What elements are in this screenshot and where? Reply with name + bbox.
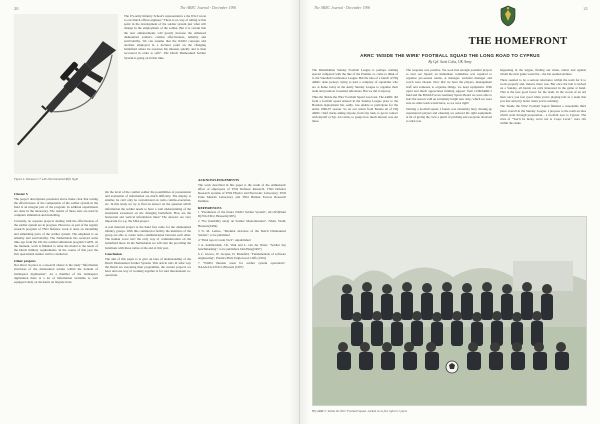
- reference-list: [198, 210, 286, 269]
- column-2: [105, 190, 191, 279]
- team-photo-image: [313, 217, 587, 406]
- paragraph: The 'Inside the Wire' Football Squad finished a reasonable third place overall in the Sunday League. I propose to the team an idea which went through preparation... a football tour to Cyprus. The cries of "You'll be lucky, we're not at Crops Level," were rife within the ranks.: [500, 104, 586, 126]
- section-heading: Conclusion: [105, 251, 122, 256]
- paragraph: The aim of this paper is to give an idea of understanding of the Dutch Dismounted Soldier System. This article tells in what way the Dutch are executing their programme, the current projects we have and one way of working together is for said international co-operation.: [105, 256, 191, 278]
- article-subtitle: ARRC 'INSIDE THE WIRE' FOOTBALL SQUAD THE LONG ROAD TO CYPRUS: [360, 53, 540, 58]
- section-heading: Other projects: [14, 258, 36, 263]
- running-head: The ARRC Journal - December 1996: [180, 6, 237, 10]
- paragraph: The Rheindahlen Sunday Football League is perhaps nothing special compared with the like of the Premier or, come to think of it, the Vauxhall Conference League. But the idea of a bunch of HQ ARRC desk jockeys trying to lead a company of squaddies who are at home today in the Army Sunday League to organise their team and promote it seemed ridiculous. But we did it anyway.: [312, 68, 398, 93]
- paragraph: On the level of the combat soldier the possibilities of presentation and evaluation of information are much difficulty. The display is smaller, he can't only be concentrated on radio comms-execution, etc. In this study we try to find an answer on the question which information the soldier needs to have a well understanding of the situational awareness on the changing battlefield. How are the horizontal and vertical information lines? The answers are very important for e.g. the SDA project.: [105, 190, 191, 224]
- reference-item: 3 N. M. Lemos, "Modular structure of the Dutch Dismounted Soldier", to be published: [198, 228, 286, 237]
- photo-caption: HQ ARRC's 'Inside the Wire' Football Squad—kicked on to fact right to Cyprus: [312, 409, 408, 413]
- column-1: [14, 190, 98, 286]
- section-heading: Cluster 5: [14, 192, 28, 196]
- running-head: The ARRC Journal - December 1996: [314, 6, 371, 10]
- right-page: [300, 0, 600, 424]
- paragraph: Not direct in place is a research cluster is the study "Information structures of the dismounted soldier within the domain of battlespace digitisation". As a member of the battlespace digitisation there is a lot of information available to well equipped study on decisions on brigade level.: [14, 263, 98, 284]
- column-upper-text: [124, 14, 206, 61]
- paragraph: The work described in this paper is the result of the enthusiastic effort of employees of TNO Defence Research, TNO Defence Research systems of TNO Physics and Electronic Laboratory, TNO Prins Maurits Laboratory and TNO Human Factors Research Institute.: [198, 182, 286, 204]
- rifle-icon: [14, 14, 118, 174]
- paragraph: The project descriptions presented above make clear that testing the effectiveness of the components of the soldier system in the field is an integral part of the program. In addition experiments are done in the laboratory. The results of these tests are used in computer simulation and modelling.: [14, 196, 98, 218]
- figure-caption: Figure 4. Diemaco C7 with Discriminated Rifle Sight: [14, 177, 79, 181]
- paragraph: Currently, no separate projects dealing with the effectiveness of the soldier system are in progress. However, as part of the regular research program of TNO Defence work is done on modelling and simulating parts of the soldier system. The emphasis is on lethality and survivability. The Netherlands has received some time ago from the UK the combat simulation program CAEN. At the moment, work is finished to tailor the model to the needs of the Dutch military requirements. In the course of this year the first operational studies will be conducted.: [14, 219, 98, 257]
- page-number: 20: [14, 6, 19, 11]
- reference-item: 7 "NATO mission areas for soldier system operations", NAAG/LG3/WG3, Brussels (1997): [198, 260, 286, 269]
- section-heading: ACKNOWLEDGEMENTS: [198, 178, 240, 182]
- reference-item: 2 "Pre feasibility study on Soldier Modernisation", NIAG SG49, Brussels(1994): [198, 219, 286, 228]
- reference-item: 5 A. Kohlberdam, J.K. Vink and L. van der Water, "Soldier day benchmarking", to be published. Den Haag(1997): [198, 242, 286, 251]
- paragraph: happening in the league, finding out when, where and against whom the next game would be... the list seemed endless.: [500, 68, 586, 77]
- column-2: [406, 68, 492, 125]
- column-3: [198, 176, 286, 270]
- column-1: [312, 68, 398, 125]
- section-heading: REFERENCES: [198, 205, 222, 210]
- paragraph: Thus the 'Inside the Wire' Football Squad was born. The ARRC did form a football squad entered in the Sunday League prior to the Bosnian deployment but, sadly, was unable to participate for the entire 1996-97 season. So on our return from Bosnia all of HQ ARRC chief clerks asking anyone, from any rank, to get in contact with myself or Sgt. Al Cairns, to gauge how much interest was out there.: [312, 94, 398, 124]
- paragraph: A real material project is the hand free radio for the dismounted infantry groups. With this commercial facility the members of the group are able to create radio communication between each other. The human voice isn't the only way of communication on the battlefield more. In the Netherlands we will start the providing the battalions with these radios at the end of this year.: [105, 224, 191, 250]
- reference-item: 4 "Final report Count TA 9", unpublished: [198, 237, 251, 242]
- rifle-figure: [14, 14, 118, 174]
- paragraph: There seemed to be a serious reluctance within the team for it to work properly and, indeed, there was. But once the ball is kicked on a Sunday, all hassle are only interested in the game at hand. That is the best good factor for the team. In the words of an old man 'once you feel good when you're playing ball as a team that you feel and play better when you're winning'.: [500, 77, 586, 103]
- page-number: 21: [583, 6, 588, 11]
- paragraph: The US-army Infantry School's representative a the WG3 wrote to our Dutch officer-engineer "There is no way of telling at this point in the development of the soldier system just what will change in the employment of the soldier. But it is certain that the new enhancements will greatly increase the enhanced dismounted soldier's combat effectiveness, lethality and survivability. We can assume that the NATO concepts and doctrine employed in a decisive point on the changing battlefield where he executes his mission quickly and is then recovered in order to refit". The Dutch Dismounted Soldier System is going on in that time.: [124, 14, 206, 60]
- paragraph: The response was positive. We soon had enough potential players to start our Squad; an immediate committee was required to organise pre-season tennis. A manager, assistant manager and coach were chosen. Now that we have the players, management staff and someone to organise things, we need equipment. With rapid and much appreciated funding support from COMARRC's fund and the British Forces Germany Sports Board we were able to start the season with an extremely bright new strip, which we were sure no other team would have, so we were right!: [406, 68, 492, 106]
- reference-item: 6 C. Glesco, W. Jacquet, D. Mansfeld, "Fundamentals of software engineering", Prentice Hall, Englewood Cliffs (1991): [198, 251, 286, 260]
- team-photo: [312, 216, 587, 406]
- column-3: [500, 68, 586, 127]
- reference-item: 1 "Parameters of the future NATO Soldier System", AC/225(Panel II)/WG3/D/2, Brussels(1995): [198, 210, 286, 219]
- crest-icon: [500, 5, 516, 27]
- byline: By Cpl. Scott Colss, UK Army: [428, 60, 472, 64]
- paragraph: Starting a football squad, I found, was extremely busy chasing up experienced players and ensuring we ordered the right equipment. A bit of giving the crew a pinch of pitching and everyone involved to what was: [406, 107, 492, 124]
- article-title: THE HOMEFRONT: [468, 36, 568, 47]
